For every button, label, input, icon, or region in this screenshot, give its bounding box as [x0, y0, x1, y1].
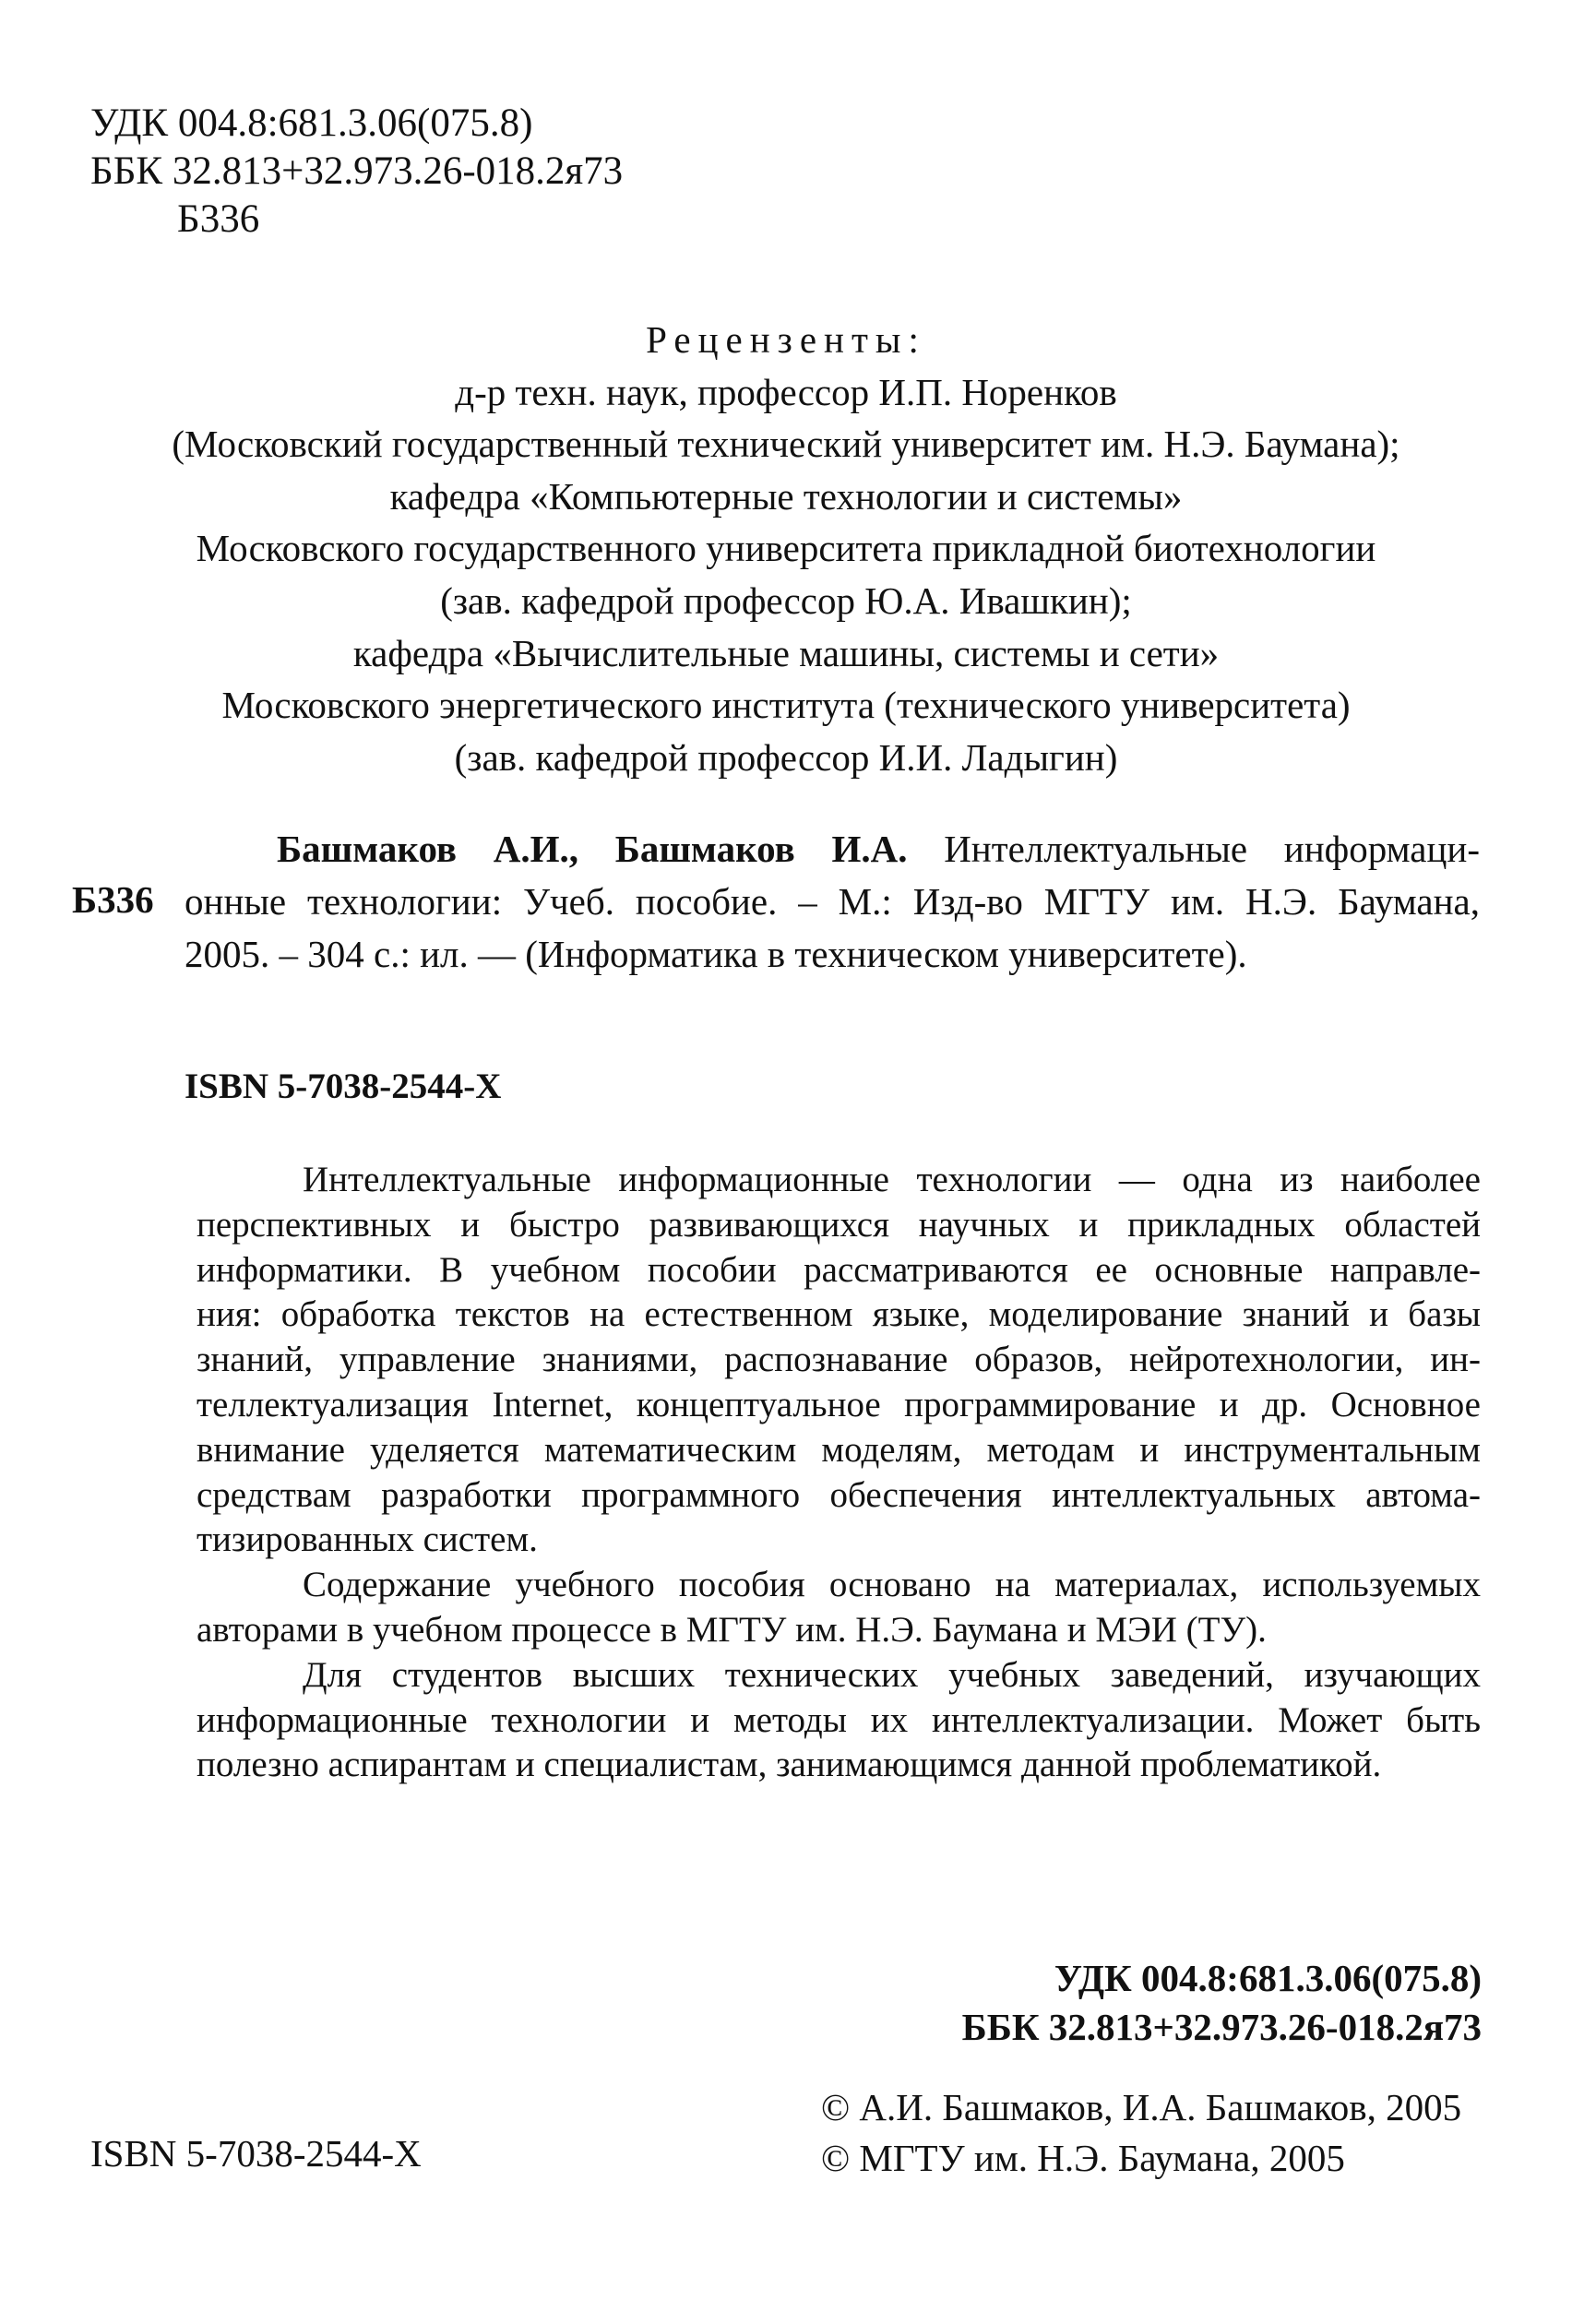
reviewer-line: Московского государственного университета прикладной биотехнологии — [196, 527, 1376, 570]
abstract-line: авторами в учебном процессе в МГТУ им. Н.Э. Баумана и МЭИ (ТУ). — [196, 1609, 1267, 1650]
abstract-line: средствам разработки программного обеспечения интеллектуальных автома- — [196, 1474, 1481, 1515]
abstract-line: теллектуализация Internet, концептуальное программирование и др. Основное — [196, 1384, 1481, 1424]
reviewers-block — [0, 314, 1572, 783]
footer-udk-code: УДК 004.8:681.3.06(075.8) — [1054, 1957, 1482, 1999]
abstract-line: Содержание учебного пособия основано на материалах, используемых — [303, 1565, 1481, 1605]
abstract-line: Интеллектуальные информационные технологии — одна из наиболее — [303, 1160, 1481, 1199]
abstract-line: ния: обработка текстов на естественном языке, моделирование знаний и базы — [196, 1294, 1481, 1335]
reviewers-title: Рецензенты: — [646, 318, 926, 361]
reviewer-line: (зав. кафедрой профессор Ю.А. Ивашкин); — [440, 578, 1132, 622]
bibliographic-record — [185, 823, 1480, 981]
abstract-line: внимание уделяется математическим моделям, методам и инструментальным — [196, 1429, 1481, 1470]
biblio-line: 2005. – 304 с.: ил. — (Информатика в техническом университете). — [185, 933, 1247, 975]
abstract-line: тизированных систем. — [196, 1520, 538, 1560]
abstract-line: информационные технологии и методы их интеллектуализации. Может быть — [196, 1699, 1481, 1740]
abstract-line: знаний, управление знаниями, распознавание образов, нейротехнологии, ин- — [196, 1340, 1481, 1380]
biblio-authors: Башмаков А.И., Башмаков И.А. — [277, 828, 908, 870]
biblio-author-mark: Б336 — [72, 878, 154, 921]
biblio-title-start: Интеллектуальные информаци- — [944, 828, 1481, 870]
copyright-line: © МГТУ им. Н.Э. Баумана, 2005 — [821, 2137, 1345, 2179]
reviewer-line: кафедра «Компьютерные технологии и системы» — [389, 474, 1183, 518]
isbn-heading: ISBN 5-7038-2544-X — [185, 1067, 502, 1106]
author-mark: Б336 — [177, 197, 260, 241]
biblio-line — [185, 823, 1480, 876]
reviewer-line: кафедра «Вычислительные машины, системы и сети» — [352, 631, 1220, 674]
copyright-line: © А.И. Башмаков, И.А. Башмаков, 2005 — [821, 2086, 1462, 2128]
bbk-code: ББК 32.813+32.973.26-018.2я73 — [90, 149, 624, 193]
footer-bbk-code: ББК 32.813+32.973.26-018.2я73 — [961, 2006, 1482, 2048]
classification-codes — [90, 100, 623, 244]
copyright-block — [821, 2082, 1461, 2184]
reviewer-line: д-р техн. наук, профессор И.П. Норенков — [455, 370, 1117, 413]
udk-code: УДК 004.8:681.3.06(075.8) — [90, 101, 533, 145]
abstract-line: информатики. В учебном пособии рассматриваются ее основные направле- — [196, 1249, 1481, 1290]
footer-isbn: ISBN 5-7038-2544-X — [90, 2132, 422, 2175]
abstract — [196, 1158, 1481, 1788]
reviewer-line: (Московский государственный технический университет им. Н.Э. Баумана); — [172, 423, 1400, 466]
footer-classification-codes — [962, 1954, 1482, 2052]
biblio-line: онные технологии: Учеб. пособие. – М.: Изд-во МГТУ им. Н.Э. Баумана, — [185, 880, 1480, 923]
reviewer-line: (зав. кафедрой профессор И.И. Ладыгин) — [454, 735, 1118, 779]
abstract-line: полезно аспирантам и специалистам, занимающимся данной проблематикой. — [196, 1745, 1382, 1785]
abstract-line: перспективных и быстро развивающихся научных и прикладных областей — [196, 1204, 1481, 1245]
reviewer-line: Московского энергетического института (технического университета) — [221, 684, 1351, 727]
abstract-line: Для студентов высших технических учебных заведений, изучающих — [303, 1654, 1481, 1695]
